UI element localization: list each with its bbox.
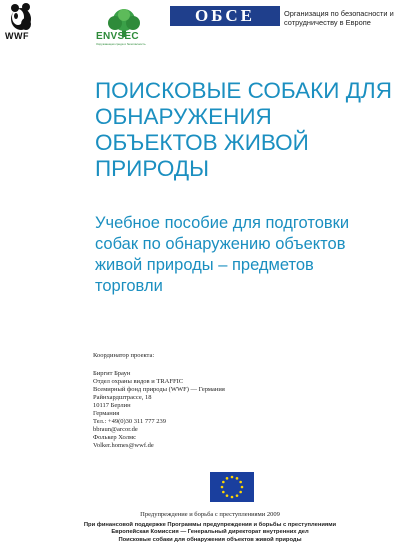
envsec-wordmark: ENVSEC <box>96 31 139 42</box>
wwf-wordmark: WWF <box>5 31 29 41</box>
eu-star-icon <box>231 476 234 479</box>
contact-line: Германия <box>93 410 120 417</box>
footer-credits <box>0 522 420 544</box>
eu-star-icon <box>239 481 242 484</box>
footer-line: При финансовой поддержке Программы предупреждения и борьбы с преступлениями <box>83 522 337 528</box>
contact-email: bbraun@arcor.de <box>93 426 138 433</box>
contact-line: Всемирный фонд природы (WWF) — Германия <box>93 386 225 393</box>
page-subtitle: Учебное пособие для подготовки собак по обнаружению объектов живой природы – предметов торговли <box>95 214 350 295</box>
envsec-tagline: Окружающая среда и безопасность <box>96 42 146 46</box>
contact-line: Биргит Браун <box>93 370 131 377</box>
eu-star-icon <box>231 496 234 499</box>
osce-acronym: ОБСЕ <box>195 6 255 25</box>
eu-star-icon <box>221 486 224 489</box>
eu-flag-logo <box>210 472 254 502</box>
contact-email: Volker.homes@wwf.de <box>93 442 154 449</box>
eu-star-icon <box>222 481 225 484</box>
osce-organization-name: Организация по безопасности и сотрудничеству в Европе <box>284 9 394 27</box>
contact-line: Райнхардштрассе, 18 <box>93 394 152 401</box>
eu-star-icon <box>226 494 229 497</box>
contact-line: Фолькер Холмс <box>93 434 136 441</box>
contact-line: Тел.: +49(0)30 311 777 239 <box>93 418 167 425</box>
program-line: Предупреждение и борьба с преступлениями 2009 <box>140 511 280 518</box>
contact-line: 10117 Берлин <box>93 402 131 409</box>
contact-line: Отдел охраны видов и TRAFFIC <box>93 378 184 385</box>
footer-line: Поисковые собаки для обнаружения объектов живой природы <box>118 536 302 543</box>
contact-block-primary <box>93 370 225 434</box>
page-title: ПОИСКОВЫЕ СОБАКИ ДЛЯ ОБНАРУЖЕНИЯ ОБЪЕКТОВ ЖИВОЙ ПРИРОДЫ <box>95 78 392 181</box>
eu-star-icon <box>222 491 225 494</box>
osce-logo <box>170 6 280 26</box>
eu-star-icon <box>239 491 242 494</box>
contact-block-secondary <box>93 434 154 450</box>
eu-star-icon <box>236 494 239 497</box>
eu-star-icon <box>226 477 229 480</box>
footer-line: Европейская Комиссия — Генеральный директорат внутренних дел <box>111 529 309 536</box>
eu-star-icon <box>236 477 239 480</box>
coordinator-label: Координатор проекта: <box>93 352 155 359</box>
eu-star-icon <box>241 486 244 489</box>
